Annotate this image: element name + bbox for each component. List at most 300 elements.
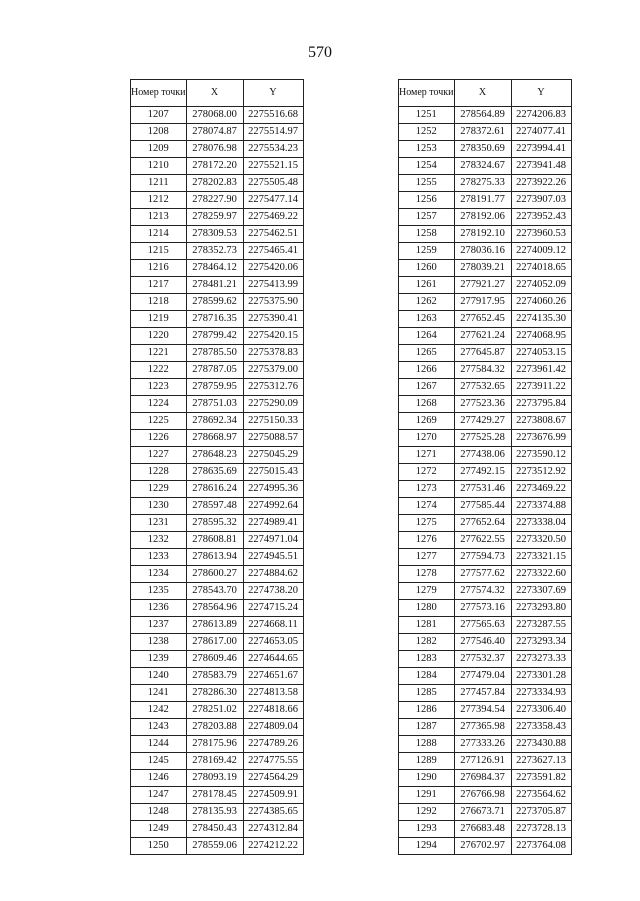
x-coordinate-cell: 277917.95 [454, 294, 511, 311]
point-number-cell: 1225 [131, 413, 187, 430]
point-number-cell: 1283 [399, 651, 455, 668]
table-row [131, 651, 304, 668]
table-row [399, 549, 572, 566]
x-coordinate-cell: 278039.21 [454, 260, 511, 277]
coordinates-table-right [398, 79, 572, 855]
table-row [399, 685, 572, 702]
table-row [399, 753, 572, 770]
point-number-cell: 1258 [399, 226, 455, 243]
point-number-cell: 1234 [131, 566, 187, 583]
y-coordinate-cell: 2273307.69 [511, 583, 571, 600]
y-coordinate-cell: 2274052.09 [511, 277, 571, 294]
x-coordinate-cell: 278203.88 [186, 719, 243, 736]
y-coordinate-cell: 2275150.33 [243, 413, 303, 430]
y-coordinate-cell: 2273994.41 [511, 141, 571, 158]
table-row [399, 498, 572, 515]
y-coordinate-cell: 2275379.00 [243, 362, 303, 379]
table-row [131, 600, 304, 617]
point-number-cell: 1245 [131, 753, 187, 770]
x-coordinate-cell: 278595.32 [186, 515, 243, 532]
header-y: Y [511, 80, 571, 107]
point-number-cell: 1266 [399, 362, 455, 379]
table-row [131, 515, 304, 532]
x-coordinate-cell: 278787.05 [186, 362, 243, 379]
x-coordinate-cell: 278599.62 [186, 294, 243, 311]
table-row [399, 192, 572, 209]
table-row [399, 430, 572, 447]
table-row [399, 107, 572, 124]
table-row [399, 719, 572, 736]
x-coordinate-cell: 278559.06 [186, 838, 243, 855]
table-row [131, 821, 304, 838]
y-coordinate-cell: 2275505.48 [243, 175, 303, 192]
y-coordinate-cell: 2273705.87 [511, 804, 571, 821]
point-number-cell: 1240 [131, 668, 187, 685]
table-row [131, 719, 304, 736]
y-coordinate-cell: 2274509.91 [243, 787, 303, 804]
y-coordinate-cell: 2274077.41 [511, 124, 571, 141]
y-coordinate-cell: 2275390.41 [243, 311, 303, 328]
x-coordinate-cell: 278609.46 [186, 651, 243, 668]
point-number-cell: 1242 [131, 702, 187, 719]
x-coordinate-cell: 278202.83 [186, 175, 243, 192]
table-row [399, 294, 572, 311]
x-coordinate-cell: 277532.65 [454, 379, 511, 396]
y-coordinate-cell: 2274992.64 [243, 498, 303, 515]
y-coordinate-cell: 2273911.22 [511, 379, 571, 396]
y-coordinate-cell: 2275413.99 [243, 277, 303, 294]
table-row [399, 345, 572, 362]
y-coordinate-cell: 2274813.58 [243, 685, 303, 702]
y-coordinate-cell: 2273591.82 [511, 770, 571, 787]
point-number-cell: 1280 [399, 600, 455, 617]
x-coordinate-cell: 278799.42 [186, 328, 243, 345]
table-row [399, 226, 572, 243]
x-coordinate-cell: 278613.94 [186, 549, 243, 566]
x-coordinate-cell: 278759.95 [186, 379, 243, 396]
x-coordinate-cell: 278251.02 [186, 702, 243, 719]
table-row [131, 634, 304, 651]
y-coordinate-cell: 2274651.67 [243, 668, 303, 685]
y-coordinate-cell: 2273273.33 [511, 651, 571, 668]
y-coordinate-cell: 2273430.88 [511, 736, 571, 753]
y-coordinate-cell: 2273293.80 [511, 600, 571, 617]
header-row [131, 80, 304, 107]
point-number-cell: 1251 [399, 107, 455, 124]
x-coordinate-cell: 278751.03 [186, 396, 243, 413]
header-point-number: Номер точки [131, 80, 187, 107]
point-number-cell: 1259 [399, 243, 455, 260]
point-number-cell: 1232 [131, 532, 187, 549]
point-number-cell: 1247 [131, 787, 187, 804]
x-coordinate-cell: 278481.21 [186, 277, 243, 294]
point-number-cell: 1228 [131, 464, 187, 481]
point-number-cell: 1248 [131, 804, 187, 821]
x-coordinate-cell: 276702.97 [454, 838, 511, 855]
table-row [131, 498, 304, 515]
table-row [131, 294, 304, 311]
x-coordinate-cell: 278692.34 [186, 413, 243, 430]
table-row [399, 566, 572, 583]
table-row [131, 447, 304, 464]
x-coordinate-cell: 278227.90 [186, 192, 243, 209]
y-coordinate-cell: 2274738.20 [243, 583, 303, 600]
x-coordinate-cell: 277479.04 [454, 668, 511, 685]
x-coordinate-cell: 277523.36 [454, 396, 511, 413]
table-row [399, 396, 572, 413]
point-number-cell: 1265 [399, 345, 455, 362]
point-number-cell: 1213 [131, 209, 187, 226]
point-number-cell: 1224 [131, 396, 187, 413]
x-coordinate-cell: 278324.67 [454, 158, 511, 175]
table-row [399, 787, 572, 804]
page-number: 570 [308, 44, 332, 61]
point-number-cell: 1269 [399, 413, 455, 430]
table-row [399, 532, 572, 549]
point-number-cell: 1236 [131, 600, 187, 617]
y-coordinate-cell: 2274809.04 [243, 719, 303, 736]
y-coordinate-cell: 2274971.04 [243, 532, 303, 549]
point-number-cell: 1289 [399, 753, 455, 770]
y-coordinate-cell: 2275045.29 [243, 447, 303, 464]
table-row [131, 396, 304, 413]
point-number-cell: 1223 [131, 379, 187, 396]
point-number-cell: 1290 [399, 770, 455, 787]
y-coordinate-cell: 2273334.93 [511, 685, 571, 702]
y-coordinate-cell: 2273469.22 [511, 481, 571, 498]
x-coordinate-cell: 278286.30 [186, 685, 243, 702]
x-coordinate-cell: 277621.24 [454, 328, 511, 345]
y-coordinate-cell: 2274945.51 [243, 549, 303, 566]
point-number-cell: 1214 [131, 226, 187, 243]
y-coordinate-cell: 2274989.41 [243, 515, 303, 532]
point-number-cell: 1293 [399, 821, 455, 838]
x-coordinate-cell: 278036.16 [454, 243, 511, 260]
table-row [399, 158, 572, 175]
table-row [131, 838, 304, 855]
y-coordinate-cell: 2275420.15 [243, 328, 303, 345]
x-coordinate-cell: 277492.15 [454, 464, 511, 481]
y-coordinate-cell: 2274564.29 [243, 770, 303, 787]
y-coordinate-cell: 2274653.05 [243, 634, 303, 651]
header-y: Y [243, 80, 303, 107]
x-coordinate-cell: 277594.73 [454, 549, 511, 566]
point-number-cell: 1288 [399, 736, 455, 753]
table-row [399, 634, 572, 651]
point-number-cell: 1268 [399, 396, 455, 413]
point-number-cell: 1254 [399, 158, 455, 175]
y-coordinate-cell: 2273358.43 [511, 719, 571, 736]
y-coordinate-cell: 2273960.53 [511, 226, 571, 243]
y-coordinate-cell: 2273627.13 [511, 753, 571, 770]
table-row [399, 413, 572, 430]
y-coordinate-cell: 2274312.84 [243, 821, 303, 838]
y-coordinate-cell: 2274789.26 [243, 736, 303, 753]
x-coordinate-cell: 278135.93 [186, 804, 243, 821]
table-row [131, 107, 304, 124]
point-number-cell: 1273 [399, 481, 455, 498]
y-coordinate-cell: 2275420.06 [243, 260, 303, 277]
table-row [399, 379, 572, 396]
point-number-cell: 1241 [131, 685, 187, 702]
point-number-cell: 1284 [399, 668, 455, 685]
y-coordinate-cell: 2274884.62 [243, 566, 303, 583]
x-coordinate-cell: 276984.37 [454, 770, 511, 787]
table-row [399, 209, 572, 226]
x-coordinate-cell: 278076.98 [186, 141, 243, 158]
x-coordinate-cell: 277577.62 [454, 566, 511, 583]
x-coordinate-cell: 277585.44 [454, 498, 511, 515]
point-number-cell: 1277 [399, 549, 455, 566]
point-number-cell: 1270 [399, 430, 455, 447]
x-coordinate-cell: 277365.98 [454, 719, 511, 736]
point-number-cell: 1294 [399, 838, 455, 855]
y-coordinate-cell: 2273795.84 [511, 396, 571, 413]
point-number-cell: 1252 [399, 124, 455, 141]
x-coordinate-cell: 278668.97 [186, 430, 243, 447]
point-number-cell: 1215 [131, 243, 187, 260]
table-row [399, 838, 572, 855]
x-coordinate-cell: 278178.45 [186, 787, 243, 804]
table-row [131, 617, 304, 634]
x-coordinate-cell: 278450.43 [186, 821, 243, 838]
x-coordinate-cell: 277429.27 [454, 413, 511, 430]
x-coordinate-cell: 278068.00 [186, 107, 243, 124]
x-coordinate-cell: 278613.89 [186, 617, 243, 634]
x-coordinate-cell: 277645.87 [454, 345, 511, 362]
x-coordinate-cell: 278169.42 [186, 753, 243, 770]
table-row [131, 209, 304, 226]
table-row [399, 736, 572, 753]
point-number-cell: 1276 [399, 532, 455, 549]
table-row [131, 532, 304, 549]
point-number-cell: 1226 [131, 430, 187, 447]
point-number-cell: 1243 [131, 719, 187, 736]
table-row [131, 549, 304, 566]
point-number-cell: 1244 [131, 736, 187, 753]
y-coordinate-cell: 2273512.92 [511, 464, 571, 481]
x-coordinate-cell: 276673.71 [454, 804, 511, 821]
y-coordinate-cell: 2274135.30 [511, 311, 571, 328]
y-coordinate-cell: 2274018.65 [511, 260, 571, 277]
table-row [131, 124, 304, 141]
point-number-cell: 1218 [131, 294, 187, 311]
y-coordinate-cell: 2275375.90 [243, 294, 303, 311]
y-coordinate-cell: 2273764.08 [511, 838, 571, 855]
point-number-cell: 1219 [131, 311, 187, 328]
table-row [131, 787, 304, 804]
x-coordinate-cell: 278275.33 [454, 175, 511, 192]
table-row [399, 362, 572, 379]
y-coordinate-cell: 2273961.42 [511, 362, 571, 379]
point-number-cell: 1281 [399, 617, 455, 634]
y-coordinate-cell: 2273301.28 [511, 668, 571, 685]
y-coordinate-cell: 2275514.97 [243, 124, 303, 141]
x-coordinate-cell: 277532.37 [454, 651, 511, 668]
point-number-cell: 1222 [131, 362, 187, 379]
x-coordinate-cell: 278635.69 [186, 464, 243, 481]
table-row [131, 753, 304, 770]
point-number-cell: 1249 [131, 821, 187, 838]
point-number-cell: 1286 [399, 702, 455, 719]
point-number-cell: 1217 [131, 277, 187, 294]
table-row [131, 175, 304, 192]
table-row [131, 668, 304, 685]
y-coordinate-cell: 2274995.36 [243, 481, 303, 498]
header-row [399, 80, 572, 107]
point-number-cell: 1282 [399, 634, 455, 651]
table-row [131, 379, 304, 396]
x-coordinate-cell: 278192.10 [454, 226, 511, 243]
table-row [399, 515, 572, 532]
x-coordinate-cell: 277652.45 [454, 311, 511, 328]
point-number-cell: 1212 [131, 192, 187, 209]
point-number-cell: 1230 [131, 498, 187, 515]
y-coordinate-cell: 2275534.23 [243, 141, 303, 158]
table-row [399, 702, 572, 719]
table-row [131, 243, 304, 260]
y-coordinate-cell: 2275521.15 [243, 158, 303, 175]
x-coordinate-cell: 278617.00 [186, 634, 243, 651]
y-coordinate-cell: 2273564.62 [511, 787, 571, 804]
point-number-cell: 1231 [131, 515, 187, 532]
point-number-cell: 1239 [131, 651, 187, 668]
x-coordinate-cell: 277574.32 [454, 583, 511, 600]
point-number-cell: 1246 [131, 770, 187, 787]
x-coordinate-cell: 278608.81 [186, 532, 243, 549]
point-number-cell: 1256 [399, 192, 455, 209]
table-row [399, 481, 572, 498]
x-coordinate-cell: 277573.16 [454, 600, 511, 617]
table-row [131, 277, 304, 294]
table-row [399, 175, 572, 192]
table-row [131, 702, 304, 719]
x-coordinate-cell: 277457.84 [454, 685, 511, 702]
point-number-cell: 1278 [399, 566, 455, 583]
y-coordinate-cell: 2274009.12 [511, 243, 571, 260]
y-coordinate-cell: 2274644.65 [243, 651, 303, 668]
y-coordinate-cell: 2273952.43 [511, 209, 571, 226]
point-number-cell: 1216 [131, 260, 187, 277]
x-coordinate-cell: 278583.79 [186, 668, 243, 685]
y-coordinate-cell: 2275290.09 [243, 396, 303, 413]
x-coordinate-cell: 277438.06 [454, 447, 511, 464]
x-coordinate-cell: 278350.69 [454, 141, 511, 158]
x-coordinate-cell: 278716.35 [186, 311, 243, 328]
x-coordinate-cell: 278543.70 [186, 583, 243, 600]
point-number-cell: 1211 [131, 175, 187, 192]
y-coordinate-cell: 2273293.34 [511, 634, 571, 651]
x-coordinate-cell: 278175.96 [186, 736, 243, 753]
y-coordinate-cell: 2275015.43 [243, 464, 303, 481]
x-coordinate-cell: 277126.91 [454, 753, 511, 770]
point-number-cell: 1221 [131, 345, 187, 362]
point-number-cell: 1291 [399, 787, 455, 804]
y-coordinate-cell: 2273306.40 [511, 702, 571, 719]
table-row [131, 192, 304, 209]
table-row [131, 804, 304, 821]
x-coordinate-cell: 278564.89 [454, 107, 511, 124]
y-coordinate-cell: 2275469.22 [243, 209, 303, 226]
x-coordinate-cell: 278259.97 [186, 209, 243, 226]
point-number-cell: 1267 [399, 379, 455, 396]
x-coordinate-cell: 277584.32 [454, 362, 511, 379]
table-row [399, 821, 572, 838]
point-number-cell: 1292 [399, 804, 455, 821]
point-number-cell: 1263 [399, 311, 455, 328]
table-row [399, 243, 572, 260]
table-row [399, 600, 572, 617]
y-coordinate-cell: 2274715.24 [243, 600, 303, 617]
point-number-cell: 1235 [131, 583, 187, 600]
header-x: X [186, 80, 243, 107]
header-point-number: Номер точки [399, 80, 455, 107]
y-coordinate-cell: 2273320.50 [511, 532, 571, 549]
y-coordinate-cell: 2274775.55 [243, 753, 303, 770]
point-number-cell: 1255 [399, 175, 455, 192]
x-coordinate-cell: 277525.28 [454, 430, 511, 447]
y-coordinate-cell: 2275465.41 [243, 243, 303, 260]
table-row [399, 668, 572, 685]
x-coordinate-cell: 278600.27 [186, 566, 243, 583]
table-row [399, 328, 572, 345]
x-coordinate-cell: 277565.63 [454, 617, 511, 634]
x-coordinate-cell: 277531.46 [454, 481, 511, 498]
table-row [131, 311, 304, 328]
y-coordinate-cell: 2273374.88 [511, 498, 571, 515]
table-row [131, 158, 304, 175]
coordinates-table-left [130, 79, 304, 855]
y-coordinate-cell: 2275088.57 [243, 430, 303, 447]
x-coordinate-cell: 278372.61 [454, 124, 511, 141]
table-row [399, 464, 572, 481]
x-coordinate-cell: 278616.24 [186, 481, 243, 498]
table-row [399, 770, 572, 787]
y-coordinate-cell: 2275516.68 [243, 107, 303, 124]
x-coordinate-cell: 278648.23 [186, 447, 243, 464]
table-row [131, 328, 304, 345]
table-row [131, 583, 304, 600]
point-number-cell: 1253 [399, 141, 455, 158]
y-coordinate-cell: 2274206.83 [511, 107, 571, 124]
y-coordinate-cell: 2273922.26 [511, 175, 571, 192]
x-coordinate-cell: 277546.40 [454, 634, 511, 651]
point-number-cell: 1260 [399, 260, 455, 277]
x-coordinate-cell: 278785.50 [186, 345, 243, 362]
y-coordinate-cell: 2273590.12 [511, 447, 571, 464]
y-coordinate-cell: 2274818.66 [243, 702, 303, 719]
x-coordinate-cell: 278352.73 [186, 243, 243, 260]
table-row [131, 226, 304, 243]
point-number-cell: 1264 [399, 328, 455, 345]
table-row [131, 736, 304, 753]
y-coordinate-cell: 2273808.67 [511, 413, 571, 430]
point-number-cell: 1220 [131, 328, 187, 345]
y-coordinate-cell: 2275378.83 [243, 345, 303, 362]
x-coordinate-cell: 278564.96 [186, 600, 243, 617]
x-coordinate-cell: 277394.54 [454, 702, 511, 719]
point-number-cell: 1237 [131, 617, 187, 634]
x-coordinate-cell: 278464.12 [186, 260, 243, 277]
table-row [399, 447, 572, 464]
x-coordinate-cell: 278309.53 [186, 226, 243, 243]
table-row [131, 430, 304, 447]
y-coordinate-cell: 2275462.51 [243, 226, 303, 243]
y-coordinate-cell: 2273321.15 [511, 549, 571, 566]
y-coordinate-cell: 2274068.95 [511, 328, 571, 345]
y-coordinate-cell: 2273338.04 [511, 515, 571, 532]
point-number-cell: 1275 [399, 515, 455, 532]
